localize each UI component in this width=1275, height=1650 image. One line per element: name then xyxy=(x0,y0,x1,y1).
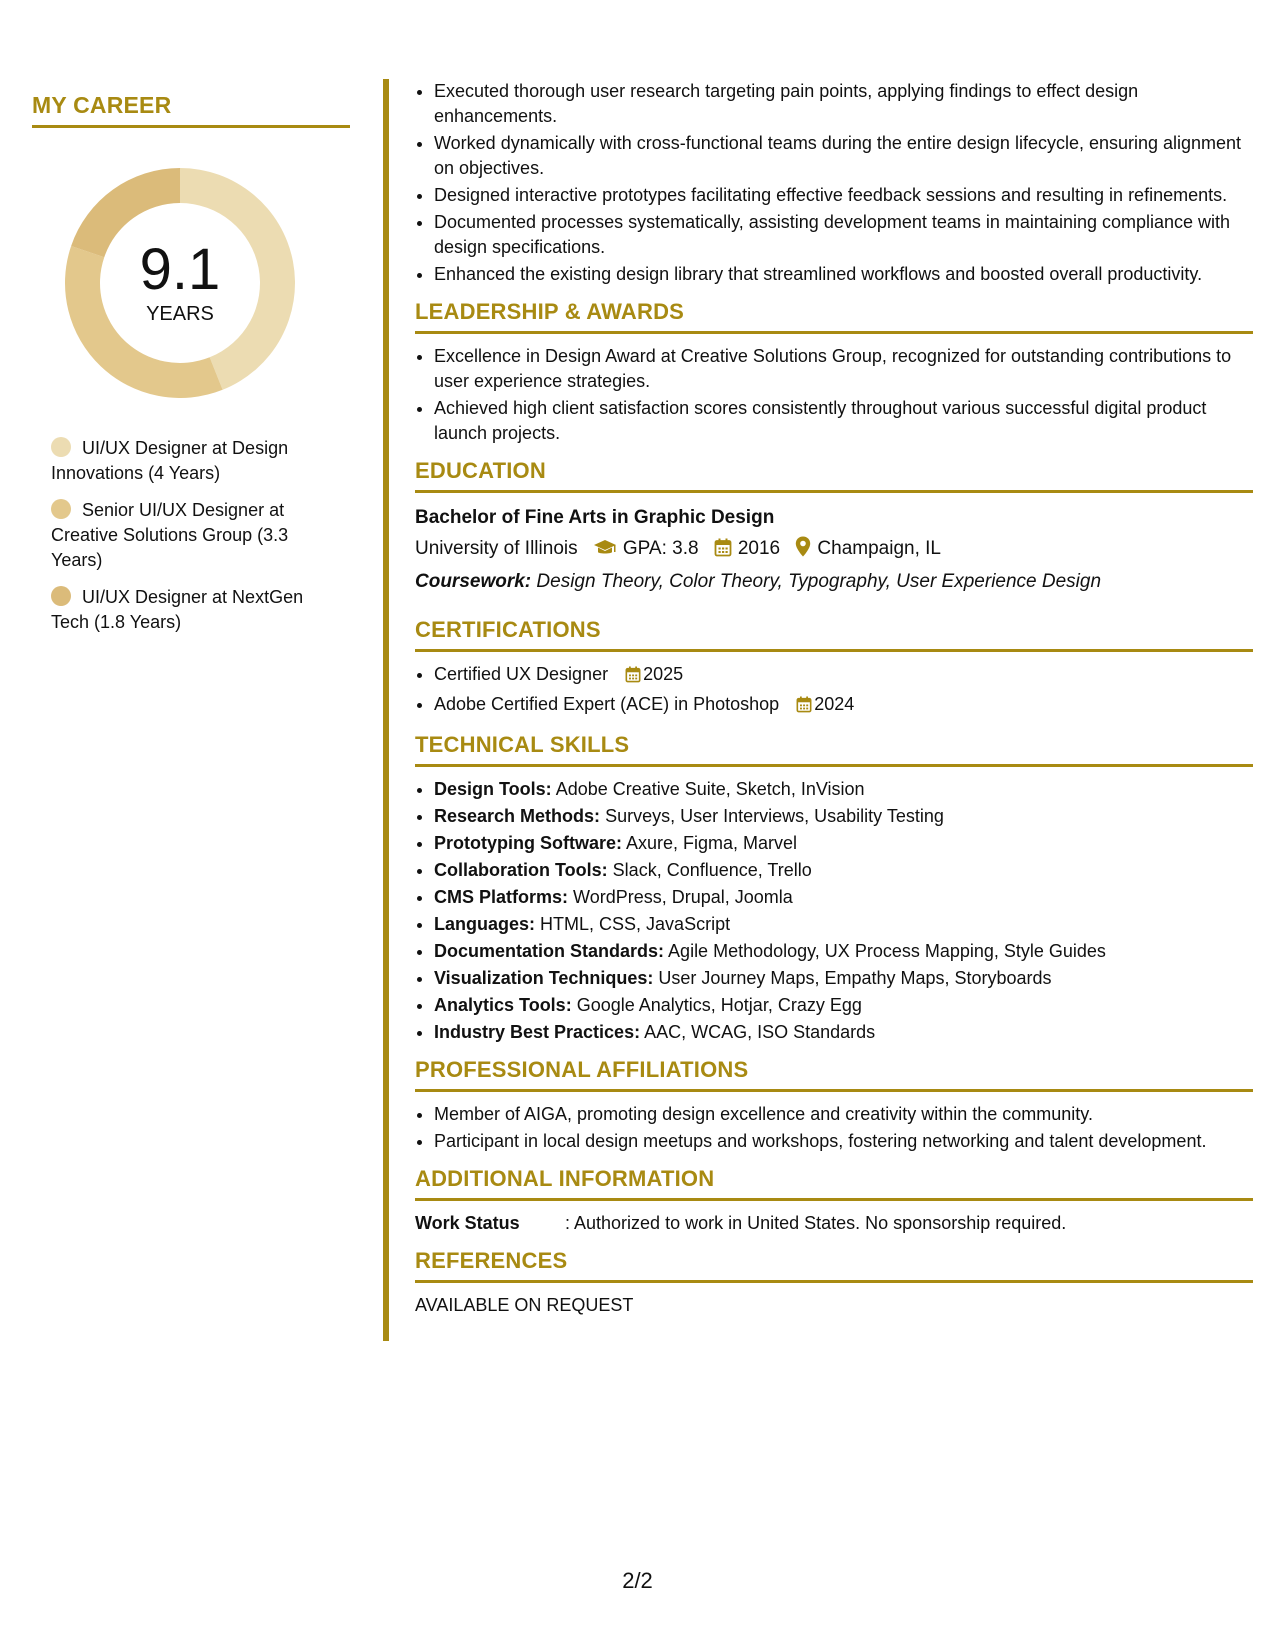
coursework-value: Design Theory, Color Theory, Typography, User Experience Design xyxy=(536,571,1102,592)
school: University of Illinois xyxy=(415,538,578,559)
list-item xyxy=(434,777,1253,802)
coursework xyxy=(415,567,1253,597)
skill-value: Agile Methodology, UX Process Mapping, Style Guides xyxy=(668,941,1106,961)
skill-value: Slack, Confluence, Trello xyxy=(612,860,812,880)
section-title: EDUCATION xyxy=(415,456,1253,493)
column-divider xyxy=(383,79,389,1341)
legend-label: UI/UX Designer at NextGen Tech (1.8 Years) xyxy=(51,587,304,632)
list-item xyxy=(434,966,1253,991)
career-title: MY CAREER xyxy=(32,92,350,128)
cert-name: Adobe Certified Expert (ACE) in Photoshop xyxy=(434,694,780,714)
experience-list xyxy=(415,79,1253,287)
legend-label: UI/UX Designer at Design Innovations (4 Years) xyxy=(51,438,289,483)
list-item xyxy=(434,885,1253,910)
list-item: • Worked dynamically with cross-functional teams during the entire design lifecycle, ensuring alignment on objectives. xyxy=(434,131,1253,181)
skill-value: Adobe Creative Suite, Sketch, InVision xyxy=(555,779,865,799)
list-item xyxy=(434,858,1253,883)
legend-dot xyxy=(51,499,71,519)
cert-name: Certified UX Designer xyxy=(434,664,609,684)
additional-section xyxy=(415,1164,1253,1236)
affiliations-list xyxy=(415,1102,1253,1154)
career-sidebar xyxy=(32,92,350,647)
list-item: • Documented processes systematically, assisting development teams in maintaining compliance with design specifications. xyxy=(434,210,1253,260)
gpa: GPA: 3.8 xyxy=(622,538,699,559)
work-status-row xyxy=(415,1211,1253,1236)
skill-value: Google Analytics, Hotjar, Crazy Egg xyxy=(576,995,862,1015)
skill-label: Languages: xyxy=(434,914,536,934)
list-item xyxy=(434,804,1253,829)
list-item xyxy=(434,662,1253,690)
page-number: 2/2 xyxy=(622,1568,653,1593)
skill-value: WordPress, Drupal, Joomla xyxy=(573,887,793,907)
section-title: ADDITIONAL INFORMATION xyxy=(415,1164,1253,1201)
list-item: • Excellence in Design Award at Creative Solutions Group, recognized for outstanding contributions to user experience strategies. xyxy=(434,344,1253,394)
list-item xyxy=(434,939,1253,964)
section-title: REFERENCES xyxy=(415,1246,1253,1283)
total-years-unit: YEARS xyxy=(146,302,214,325)
skill-label: Research Methods: xyxy=(434,806,601,826)
affiliations-section xyxy=(415,1055,1253,1154)
total-years-value: 9.1 xyxy=(139,236,221,302)
skills-section xyxy=(415,730,1253,1045)
leadership-list xyxy=(415,344,1253,446)
certifications-list xyxy=(415,662,1253,720)
list-item: • Participant in local design meetups and workshops, fostering networking and talent development. xyxy=(434,1129,1253,1154)
leadership-section xyxy=(415,297,1253,446)
skill-value: HTML, CSS, JavaScript xyxy=(540,914,731,934)
location: Champaign, IL xyxy=(817,538,941,559)
skills-list xyxy=(415,777,1253,1045)
skill-label: Visualization Techniques: xyxy=(434,968,654,988)
graduation-cap-icon xyxy=(593,536,617,567)
list-item: • Member of AIGA, promoting design excellence and creativity within the community. xyxy=(434,1102,1253,1127)
work-status-label: Work Status xyxy=(415,1213,520,1233)
coursework-label: Coursework: xyxy=(415,571,532,592)
cert-year: 2025 xyxy=(643,664,684,684)
list-item xyxy=(434,912,1253,937)
list-item: • Executed thorough user research targeting pain points, applying findings to effect design enhancements. xyxy=(434,79,1253,129)
section-title: TECHNICAL SKILLS xyxy=(415,730,1253,767)
section-title: PROFESSIONAL AFFILIATIONS xyxy=(415,1055,1253,1092)
legend-item xyxy=(51,585,326,635)
legend-item xyxy=(51,498,326,573)
education-details xyxy=(415,533,1253,567)
calendar-icon xyxy=(714,536,732,567)
skill-label: Prototyping Software: xyxy=(434,833,622,853)
skill-value: Surveys, User Interviews, Usability Testing xyxy=(605,806,944,826)
list-item: • Enhanced the existing design library that streamlined workflows and boosted overall productivity. xyxy=(434,262,1253,287)
graduation-year: 2016 xyxy=(737,538,781,559)
cert-year: 2024 xyxy=(814,694,855,714)
skill-label: Analytics Tools: xyxy=(434,995,572,1015)
legend-dot xyxy=(51,586,71,606)
location-pin-icon xyxy=(795,536,811,567)
work-status-value: : Authorized to work in United States. No sponsorship required. xyxy=(565,1213,1067,1233)
list-item xyxy=(434,993,1253,1018)
list-item xyxy=(434,831,1253,856)
calendar-icon xyxy=(625,665,641,690)
skill-value: User Journey Maps, Empathy Maps, Storyboards xyxy=(658,968,1052,988)
skill-label: CMS Platforms: xyxy=(434,887,569,907)
skill-label: Design Tools: xyxy=(434,779,552,799)
skill-label: Documentation Standards: xyxy=(434,941,665,961)
list-item: • Achieved high client satisfaction scores consistently throughout various successful digital product launch projects. xyxy=(434,396,1253,446)
skill-label: Industry Best Practices: xyxy=(434,1022,641,1042)
career-legend xyxy=(32,436,350,635)
legend-label: Senior UI/UX Designer at Creative Solutions Group (3.3 Years) xyxy=(51,500,289,570)
references-section xyxy=(415,1246,1253,1318)
career-donut-chart xyxy=(65,168,295,398)
education-section xyxy=(415,456,1253,597)
legend-item xyxy=(51,436,326,486)
list-item xyxy=(434,692,1253,720)
degree: Bachelor of Fine Arts in Graphic Design xyxy=(415,507,775,528)
list-item xyxy=(434,1020,1253,1045)
section-title: CERTIFICATIONS xyxy=(415,615,1253,652)
list-item: • Designed interactive prototypes facilitating effective feedback sessions and resulting in refinements. xyxy=(434,183,1253,208)
skill-value: Axure, Figma, Marvel xyxy=(626,833,798,853)
calendar-icon xyxy=(796,695,812,720)
main-content xyxy=(415,79,1253,1318)
donut-center xyxy=(65,168,295,398)
legend-dot xyxy=(51,437,71,457)
references-text: AVAILABLE ON REQUEST xyxy=(415,1295,634,1315)
section-title: LEADERSHIP & AWARDS xyxy=(415,297,1253,334)
skill-label: Collaboration Tools: xyxy=(434,860,608,880)
certifications-section xyxy=(415,615,1253,720)
skill-value: AAC, WCAG, ISO Standards xyxy=(644,1022,876,1042)
